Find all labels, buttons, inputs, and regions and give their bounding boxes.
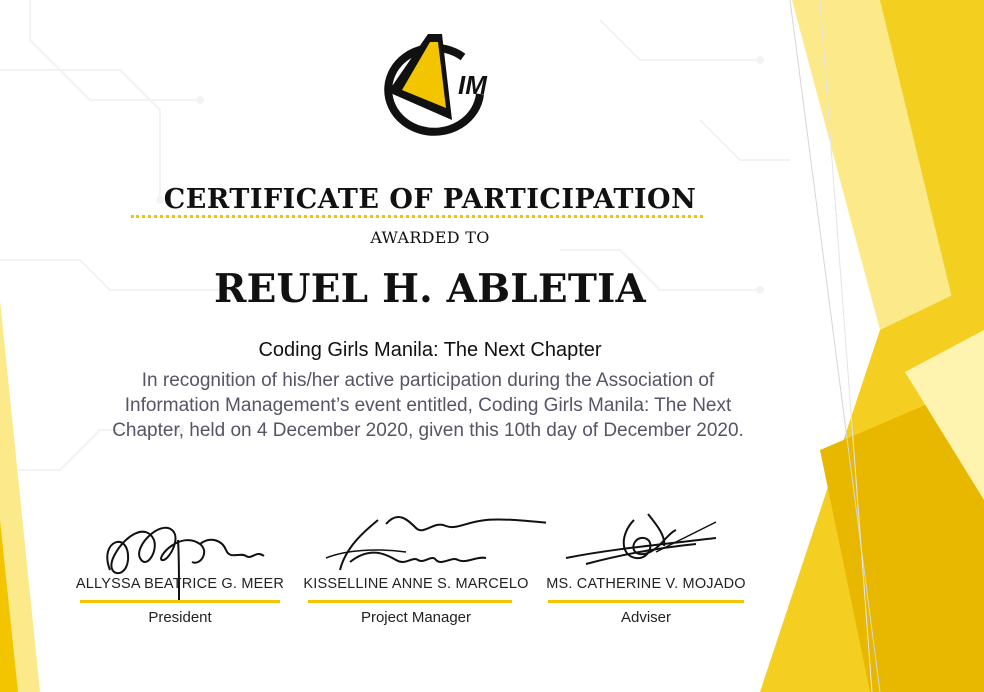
signatory-name: KISSELLINE ANNE S. MARCELO	[303, 576, 529, 592]
event-title: Coding Girls Manila: The Next Chapter	[258, 339, 602, 361]
recipient-name: REUEL H. ABLETIA	[214, 266, 646, 312]
signatory-president	[50, 500, 310, 640]
signatory-role: Adviser	[620, 609, 672, 626]
signature-line	[548, 600, 744, 603]
signatory-role: Project Manager	[360, 609, 472, 626]
certificate-title: CERTIFICATE OF PARTICIPATION	[163, 184, 697, 215]
recognition-text: In recognition of his/her active participation during the Association of Information Management’s event entitled, Coding Girls Manila: The Next Chapter, held on 4 December 2020, given this 10th day of December 2020.	[112, 370, 744, 441]
aim-logo-icon	[368, 32, 494, 138]
signature-line	[308, 600, 512, 603]
logo-letters: IM	[458, 70, 487, 100]
signatory-name: MS. CATHERINE V. MOJADO	[546, 576, 746, 592]
awarded-to-label: AWARDED TO	[370, 228, 490, 247]
signatory-adviser	[516, 500, 776, 640]
title-dotted-rule	[131, 215, 703, 218]
signatory-project-manager	[286, 500, 546, 640]
signatory-name: ALLYSSA BEATRICE G. MEER	[75, 576, 285, 592]
signatory-role: President	[148, 609, 212, 626]
signature-line	[80, 600, 280, 603]
